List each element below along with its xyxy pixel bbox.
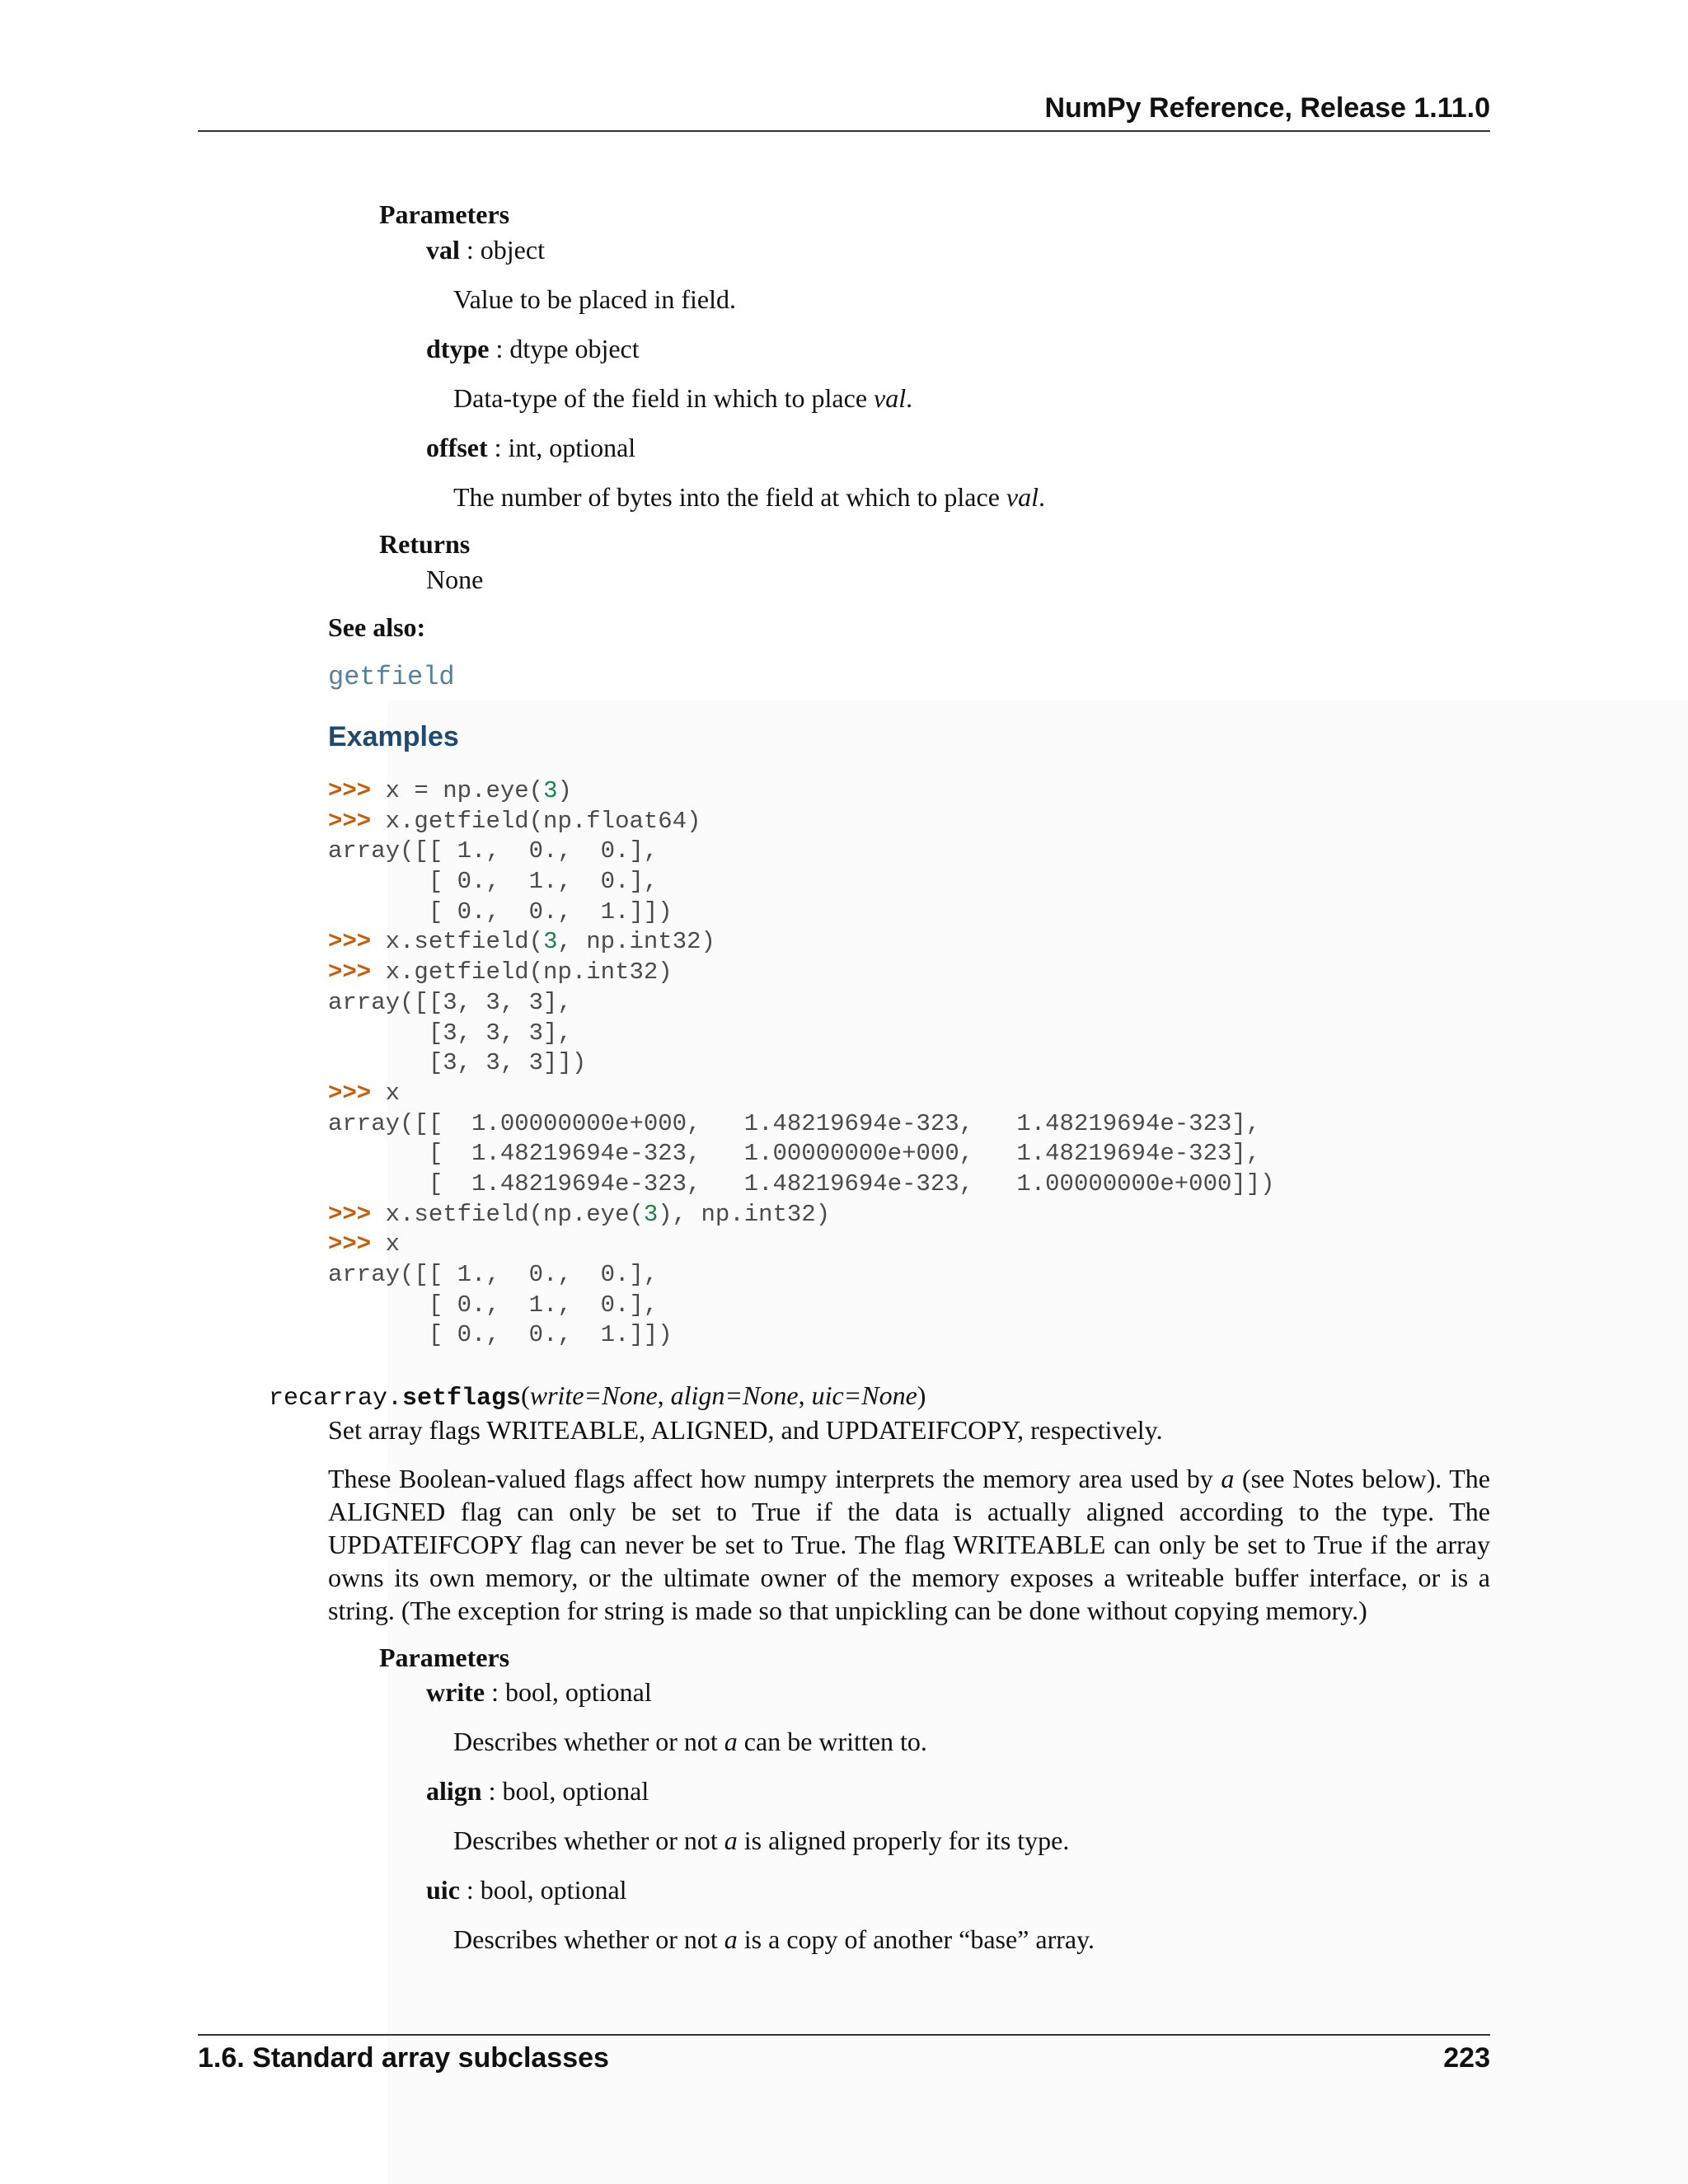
footer-section-title: 1.6. Standard array subclasses (198, 2042, 609, 2074)
setflags-description: These Boolean-valued flags affect how numpy interprets the memory area used by a (see Notes below). The ALIGNED flag can only be set to True if the data is actually aligned according to the type. The UPDATEIFCOPY flag can never be set to True. The flag WRITEABLE can only be set to True if the array owns its own memory, or the ultimate owner of the memory exposes a writeable buffer interface, or is a string. (The exception for string is made so that unpickling can be done without copying memory.) (328, 1464, 1491, 1625)
footer-rule (198, 2034, 1490, 2036)
param-dtype-description: Data-type of the field in which to place val. (453, 383, 913, 413)
code-text: [ 1.48219694e-323, 1.00000000e+000, 1.48219694e-323], (328, 1140, 1261, 1168)
param-offset-description: The number of bytes into the field at which to place val. (453, 482, 1045, 512)
param-type: bool, optional (502, 1776, 649, 1806)
code-line (328, 1200, 1275, 1230)
code-line (328, 927, 1275, 958)
setflags-signature: recarray.setflags(write=None, align=None, uic=None) (269, 1380, 926, 1413)
param-type: bool, optional (480, 1875, 627, 1905)
code-text: x.getfield(np.float64) (371, 807, 701, 835)
code-line (328, 1230, 1275, 1260)
code-example (328, 776, 1275, 1351)
param-name: val (426, 235, 460, 265)
param-dtype: dtype : dtype object (426, 334, 640, 363)
code-text: x.setfield( (371, 928, 544, 956)
code-text: , np.int32) (557, 928, 715, 956)
code-text: array([[ 1., 0., 0.], (328, 1261, 659, 1288)
code-prompt: >>> (328, 958, 372, 987)
code-text: [3, 3, 3], (328, 1019, 572, 1047)
setflags-summary: Set array flags WRITEABLE, ALIGNED, and UPDATEIFCOPY, respectively. (328, 1415, 1163, 1445)
param-align: align : bool, optional (426, 1776, 649, 1806)
code-prompt: >>> (328, 1079, 372, 1107)
code-prompt: >>> (328, 928, 372, 956)
code-line (328, 807, 1275, 837)
code-text: [ 0., 1., 0.], (328, 868, 659, 896)
see-also-heading: See also: (328, 612, 426, 642)
code-prompt: >>> (328, 1230, 372, 1258)
returns-value: None (426, 565, 484, 594)
code-text: array([[3, 3, 3], (328, 988, 572, 1016)
code-prompt: >>> (328, 1200, 372, 1228)
code-text: [3, 3, 3]]) (328, 1049, 587, 1077)
param-type: dtype object (509, 334, 640, 363)
code-text: array([[ 1., 0., 0.], (328, 837, 659, 865)
param-write-description: Describes whether or not a can be written to. (453, 1727, 927, 1756)
code-line (328, 1079, 1275, 1109)
param-type: int, optional (508, 433, 636, 462)
code-text: [ 0., 0., 1.]]) (328, 898, 673, 926)
running-header: NumPy Reference, Release 1.11.0 (1044, 92, 1490, 124)
page-number: 223 (1443, 2042, 1490, 2074)
param-align-description: Describes whether or not a is aligned properly for its type. (453, 1825, 1070, 1855)
param-name: offset (426, 433, 488, 462)
code-text: ) (557, 777, 572, 804)
code-line (328, 898, 1275, 928)
examples-heading: Examples (328, 721, 459, 752)
setflags-parameters-heading: Parameters (379, 1643, 510, 1672)
code-line (328, 1260, 1275, 1291)
param-write: write : bool, optional (426, 1677, 652, 1707)
code-text: x.setfield(np.eye( (371, 1200, 644, 1228)
code-text: x = np.eye( (371, 777, 544, 804)
code-text: ), np.int32) (658, 1200, 831, 1228)
code-line (328, 776, 1275, 807)
code-number: 3 (643, 1200, 659, 1228)
param-name: uic (426, 1875, 460, 1905)
returns-heading: Returns (379, 529, 471, 559)
code-line (328, 1320, 1275, 1351)
code-number: 3 (543, 928, 558, 956)
setfield-parameters-heading: Parameters (379, 199, 510, 229)
code-line (328, 1169, 1275, 1200)
param-uic: uic : bool, optional (426, 1875, 627, 1905)
code-line (328, 867, 1275, 898)
param-offset: offset : int, optional (426, 433, 636, 462)
param-val-description: Value to be placed in field. (453, 284, 736, 314)
header-rule (198, 130, 1490, 132)
see-also-getfield-link[interactable]: getfield (328, 662, 455, 692)
code-text: x.getfield(np.int32) (371, 958, 673, 987)
code-prompt: >>> (328, 807, 372, 835)
code-text: x (371, 1079, 401, 1107)
code-text: [ 0., 0., 1.]]) (328, 1321, 673, 1349)
code-line (328, 958, 1275, 988)
code-line (328, 1139, 1275, 1169)
code-line (328, 988, 1275, 1019)
code-text: [ 0., 1., 0.], (328, 1291, 659, 1319)
param-type: bool, optional (504, 1677, 652, 1707)
code-line (328, 1048, 1275, 1079)
code-text: [ 1.48219694e-323, 1.48219694e-323, 1.00000000e+000]]) (328, 1169, 1275, 1197)
method-name: setflags (402, 1385, 522, 1413)
code-prompt: >>> (328, 777, 372, 804)
param-name: write (426, 1677, 485, 1707)
code-line (328, 1109, 1275, 1140)
param-uic-description: Describes whether or not a is a copy of another “base” array. (453, 1924, 1095, 1954)
param-type: object (480, 235, 545, 265)
code-number: 3 (543, 777, 558, 804)
code-text: x (371, 1230, 401, 1258)
param-name: dtype (426, 334, 490, 363)
code-text: array([[ 1.00000000e+000, 1.48219694e-323, 1.48219694e-323], (328, 1109, 1261, 1137)
code-line (328, 837, 1275, 867)
code-line (328, 1019, 1275, 1049)
param-name: align (426, 1776, 482, 1806)
code-line (328, 1291, 1275, 1321)
param-val: val : object (426, 235, 545, 265)
